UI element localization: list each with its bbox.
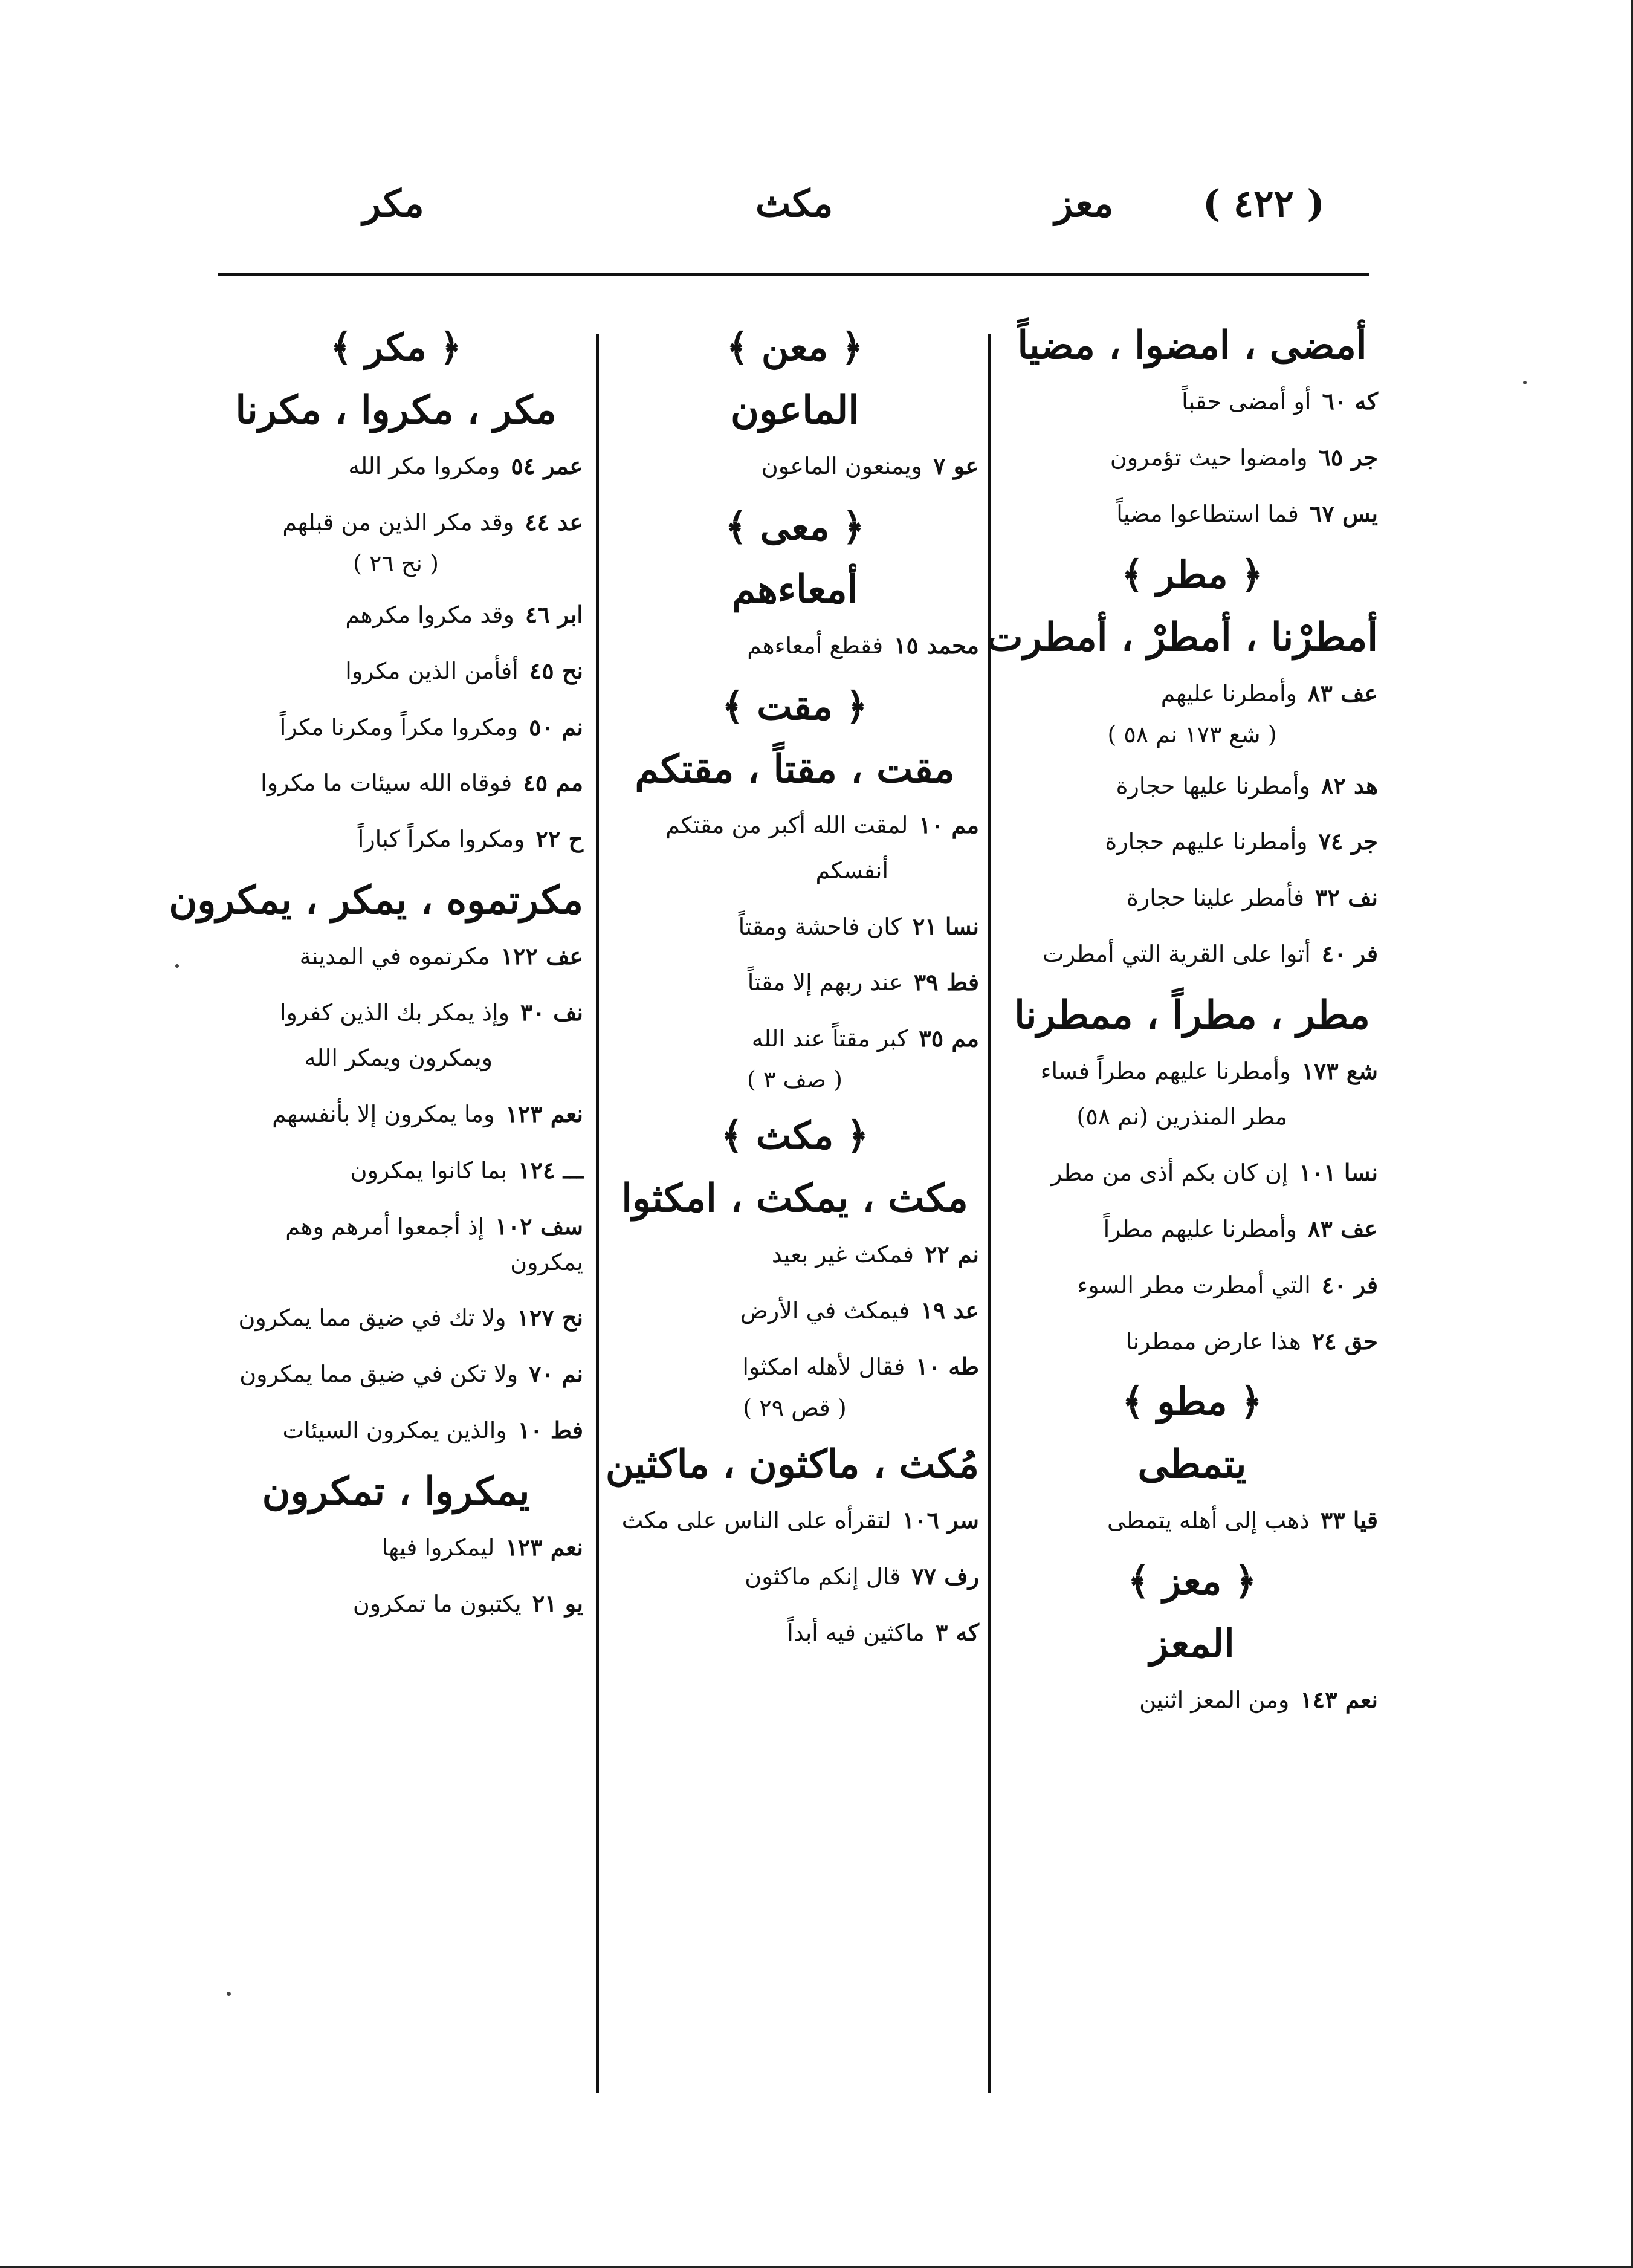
citation-line: [610, 628, 979, 664]
entry-heading: مكرتموه ، يمكر ، يمكرون: [169, 878, 583, 924]
citation-text: ماكثين فيه أبداً: [787, 1619, 925, 1646]
citation-text: أتوا على القرية التي أمطرت: [1042, 941, 1311, 968]
entry-heading: مُكث ، ماكثون ، ماكثين: [605, 1441, 979, 1487]
citation-line: [1006, 496, 1378, 532]
column-center: [605, 314, 979, 1671]
citation-line: [1006, 824, 1378, 860]
root-heading: ﴿ مكث ﴾: [720, 1113, 869, 1158]
citation-line: [209, 1413, 583, 1448]
root-heading: ﴿ معن ﴾: [726, 325, 864, 369]
entry-heading: يتمطى: [1137, 1442, 1247, 1488]
citation-ref: يس ٦٧: [1309, 499, 1378, 527]
citation-text: وأمطرنا عليها حجارة: [1116, 772, 1310, 799]
citation-line: [1006, 768, 1378, 804]
citation-text: ولا تكن في ضيق مما يمكرون: [239, 1361, 519, 1388]
citation-line: [610, 1615, 979, 1651]
citation-line: [209, 597, 583, 633]
citation-ref: جر ٦٥: [1318, 443, 1378, 471]
citation-line: [1006, 1054, 1378, 1089]
citation-line: [610, 1559, 979, 1595]
citation-line: [209, 1356, 583, 1392]
entry-heading: مكث ، يمكث ، امكثوا: [621, 1176, 968, 1222]
header-rule: [218, 273, 1369, 276]
root-heading: ﴿ معز ﴾: [1127, 1559, 1257, 1604]
citation-text: إذ أجمعوا أمرهم وهم يمكرون: [285, 1213, 583, 1275]
entry-heading: أمضى ، امضوا ، مضياً: [1017, 323, 1367, 368]
citation-line: [1006, 384, 1378, 420]
citation-ref: هد ٨٢: [1321, 771, 1378, 799]
citation-ref: فر ٤٠: [1321, 940, 1378, 968]
citation-line: [610, 1021, 979, 1057]
citation-ref: ح ٢٢: [535, 825, 583, 853]
citation-line: [1006, 936, 1378, 972]
citation-text: وأمطرنا عليهم مطراً فساء: [1040, 1058, 1291, 1085]
citation-line: [1006, 1155, 1378, 1191]
citation-ref: ابر ٤٦: [525, 600, 583, 628]
citation-ref: قيا ٣٣: [1320, 1506, 1378, 1534]
citation-line: [209, 765, 583, 801]
citation-ref: نف ٣٠: [520, 999, 583, 1026]
citation-text: فقطع أمعاءهم: [747, 632, 884, 659]
citation-text: أو أمضى حقباً: [1182, 388, 1311, 415]
citation-line: [209, 1530, 583, 1566]
citation-ref: نح ٤٥: [529, 656, 583, 684]
citation-text: وما يمكرون إلا بأنفسهم: [272, 1100, 495, 1127]
citation-ref: نسا ٢١: [912, 912, 979, 940]
citation-line: [209, 710, 583, 745]
column-right: [986, 314, 1378, 1738]
citation-ref: عف ١٢٢: [500, 942, 583, 970]
citation-ref: يو ٢١: [532, 1590, 583, 1618]
citation-line: [209, 1209, 583, 1280]
citation-text: ذهب إلى أهله يتمطى: [1107, 1507, 1310, 1534]
citation-line: [209, 653, 583, 689]
citation-line: [610, 449, 979, 484]
root-heading: ﴿ مطو ﴾: [1122, 1379, 1263, 1424]
root-heading: ﴿ مقت ﴾: [722, 684, 868, 728]
citation-ref: محمد ١٥: [894, 631, 979, 659]
citation-line: [209, 939, 583, 974]
citation-ref: سر ١٠٦: [902, 1506, 979, 1534]
citation-ref: عف ٨٣: [1307, 679, 1378, 707]
citation-text: والذين يمكرون السيئات: [282, 1417, 507, 1444]
citation-line: [610, 1237, 979, 1272]
citation-line: [209, 821, 583, 857]
entry-heading: أمعاءهم: [731, 566, 858, 612]
citation-text: كان فاحشة ومقتاً: [738, 913, 902, 940]
citation-text: وقد مكروا مكرهم: [345, 601, 514, 628]
citation-ref: نعم ١٤٣: [1300, 1686, 1378, 1714]
citation-text: عند ربهم إلا مقتاً: [747, 969, 903, 996]
root-heading: ﴿ مطر ﴾: [1121, 552, 1263, 597]
page-number: ( ٤٢٢ ): [1203, 181, 1325, 225]
citation-text: كبر مقتاً عند الله: [751, 1025, 908, 1052]
citation-line: [1006, 676, 1378, 711]
column-divider-left: [596, 334, 599, 2093]
citation-line: [1006, 880, 1378, 916]
citation-continuation: مطر المنذرين (نم ٥٨): [1076, 1103, 1287, 1130]
citation-line: [1006, 1211, 1378, 1247]
citation-text: هذا عارض ممطرنا: [1125, 1327, 1301, 1355]
header-left-word: مكر: [363, 181, 424, 225]
citation-continuation: ويمكرون ويمكر الله: [304, 1045, 493, 1072]
citation-ref: عمر ٥٤: [511, 452, 583, 479]
citation-ref: نم ٥٠: [529, 713, 583, 740]
citation-line: [610, 965, 979, 1000]
entry-heading: الماعون: [730, 387, 859, 433]
citation-text: فيمكث في الأرض: [740, 1297, 910, 1324]
citation-ref: مم ٣٥: [919, 1025, 979, 1052]
citation-ref: كه ٦٠: [1322, 387, 1378, 415]
citation-ref: فر ٤٠: [1321, 1271, 1378, 1298]
citation-text: ولا تك في ضيق مما يمكرون: [238, 1304, 506, 1332]
citation-text: فأمطر علينا حجارة: [1126, 884, 1305, 912]
citation-text: وإذ يمكر بك الذين كفروا: [279, 999, 510, 1026]
citation-line: [610, 1349, 979, 1385]
citation-ref: مم ١٠: [919, 811, 979, 838]
citation-ref: عو ٧: [933, 452, 979, 479]
entry-heading: المعز: [1150, 1621, 1235, 1667]
citation-text: ومن المعز اثنين: [1139, 1686, 1290, 1714]
citation-ref: عف ٨٣: [1307, 1214, 1378, 1242]
column-left: [169, 314, 583, 1642]
citation-line: [209, 1153, 583, 1188]
scan-speck: [175, 964, 179, 968]
citation-ref: رف ٧٧: [911, 1562, 979, 1590]
citation-line: [209, 505, 583, 540]
entry-heading: مطر ، مطراً ، ممطرنا: [1014, 993, 1370, 1038]
citation-text: فمكث غير بعيد: [771, 1241, 914, 1268]
citation-text: إن كان بكم أذى من مطر: [1051, 1159, 1289, 1186]
citation-text: فما استطاعوا مضياً: [1116, 500, 1299, 527]
citation-line: [209, 449, 583, 484]
column-divider-right: [988, 334, 991, 2093]
scan-speck: [1523, 381, 1527, 384]
citation-continuation: أنفسكم: [815, 857, 888, 884]
citation-text: ومكروا مكراً كباراً: [357, 826, 525, 853]
citation-text: ليمكروا فيها: [381, 1534, 495, 1561]
cross-reference: ( نح ٢٦ ): [353, 549, 439, 577]
citation-text: لتقرأه على الناس على مكث: [621, 1506, 891, 1534]
citation-ref: نم ٧٠: [529, 1360, 583, 1388]
citation-text: فوقاه الله سيئات ما مكروا: [260, 770, 513, 797]
citation-line: [1006, 440, 1378, 476]
cross-reference: ( قص ٢٩ ): [743, 1394, 847, 1421]
citation-line: [610, 1293, 979, 1329]
citation-text: لمقت الله أكبر من مقتكم: [665, 811, 908, 838]
citation-ref: حق ٢٤: [1311, 1327, 1378, 1355]
citation-ref: مم ٤٥: [523, 769, 583, 797]
scan-speck: [227, 1992, 231, 1996]
citation-ref: عد ١٩: [920, 1297, 979, 1324]
citation-ref: نف ٣٢: [1315, 884, 1378, 912]
citation-text: وأمطرنا عليهم حجارة: [1105, 828, 1308, 855]
citation-ref: نعم ١٢٣: [505, 1534, 583, 1561]
entry-heading: مكر ، مكروا ، مكرنا: [235, 387, 557, 433]
citation-ref: ـــ ١٢٤: [518, 1156, 583, 1184]
citation-line: [209, 995, 583, 1031]
citation-text: بما كانوا يمكرون: [350, 1156, 508, 1184]
citation-line: [1006, 1324, 1378, 1359]
citation-ref: سف ١٠٢: [495, 1212, 583, 1240]
citation-text: وأمطرنا عليهم: [1160, 679, 1297, 707]
entry-heading: أمطرْنا ، أمطرْ ، أمطرت: [986, 614, 1378, 660]
citation-line: [610, 909, 979, 945]
citation-text: ويمنعون الماعون: [761, 453, 923, 479]
citation-ref: نعم ١٢٣: [505, 1100, 583, 1127]
citation-ref: جر ٧٤: [1318, 828, 1378, 855]
citation-text: التي أمطرت مطر السوء: [1077, 1271, 1311, 1298]
header-right-word: معز: [1055, 181, 1114, 225]
citation-text: ومكروا مكراً ومكرنا مكراً: [279, 713, 519, 740]
cross-reference: ( صف ٣ ): [747, 1066, 842, 1094]
citation-line: [610, 1503, 979, 1538]
root-heading: ﴿ مكر ﴾: [330, 325, 462, 369]
citation-text: ومكروا مكر الله: [348, 453, 500, 479]
citation-line: [209, 1097, 583, 1132]
entry-heading: يمكروا ، تمكرون: [262, 1469, 530, 1515]
citation-line: [1006, 1503, 1378, 1538]
citation-line: [610, 808, 979, 843]
citation-line: [1006, 1268, 1378, 1303]
cross-reference: ( شع ١٧٣ نم ٥٨ ): [1107, 721, 1277, 748]
root-heading: ﴿ معى ﴾: [725, 504, 865, 549]
entry-heading: مقت ، مقتاً ، مقتكم: [635, 746, 955, 792]
citation-text: وأمطرنا عليهم مطراً: [1103, 1215, 1297, 1242]
citation-line: [209, 1300, 583, 1336]
citation-ref: عد ٤٤: [525, 508, 583, 536]
citation-ref: شع ١٧٣: [1301, 1057, 1378, 1085]
citation-text: فقال لأهله امكثوا: [742, 1353, 905, 1381]
citation-ref: فط ٣٩: [913, 968, 979, 996]
citation-ref: نم ٢٢: [925, 1240, 979, 1268]
citation-line: [1006, 1682, 1378, 1718]
citation-ref: نسا ١٠١: [1299, 1158, 1378, 1186]
citation-ref: نح ١٢٧: [517, 1304, 583, 1332]
citation-ref: كه ٣: [935, 1618, 979, 1646]
citation-text: قال إنكم ماكثون: [745, 1563, 901, 1590]
header-center-word: مكث: [755, 181, 833, 225]
citation-text: وامضوا حيث تؤمرون: [1110, 444, 1308, 471]
citation-line: [209, 1586, 583, 1622]
citation-text: أفأمن الذين مكروا: [345, 657, 519, 684]
citation-ref: طه ١٠: [916, 1353, 979, 1381]
citation-text: وقد مكر الذين من قبلهم: [282, 508, 514, 536]
citation-text: يكتبون ما تمكرون: [352, 1590, 522, 1618]
citation-ref: فط ١٠: [517, 1416, 583, 1444]
citation-text: مكرتموه في المدينة: [299, 943, 490, 970]
